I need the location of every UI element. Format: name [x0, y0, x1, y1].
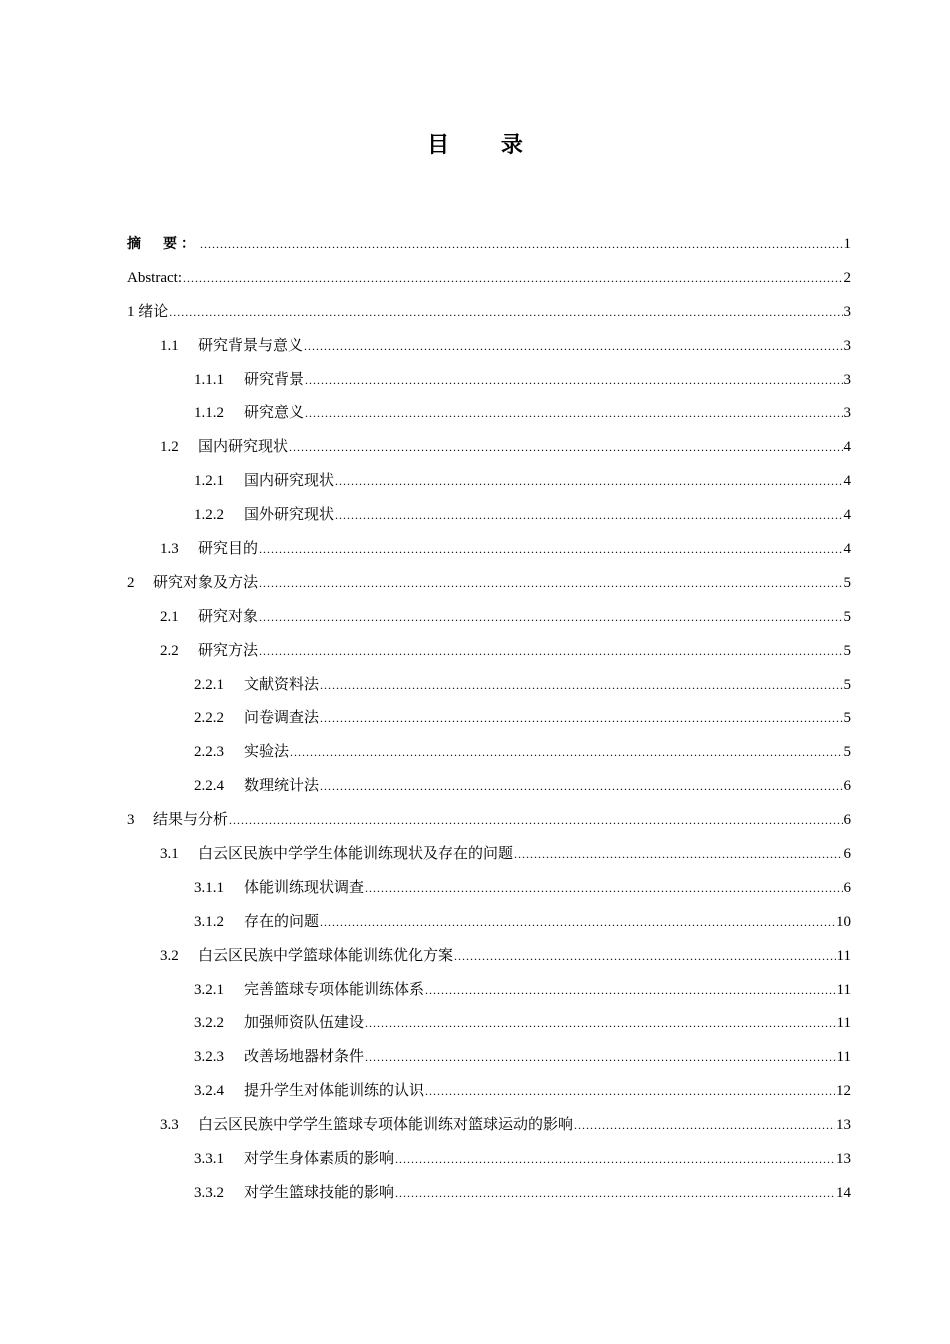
toc-entry[interactable]	[127, 262, 851, 296]
toc-entry-number: 3.1	[160, 846, 179, 863]
toc-entry-page-number: 5	[843, 744, 851, 761]
toc-entry-title: 研究方法	[198, 642, 259, 659]
toc-entry-page-number: 11	[836, 981, 851, 998]
toc-entry-number: 1.1	[160, 337, 179, 354]
dot-leader	[290, 736, 842, 770]
toc-entry[interactable]	[127, 601, 851, 635]
toc-entry-title: 对学生篮球技能的影响	[244, 1184, 395, 1201]
toc-entry-number: 3.2.4	[194, 1083, 224, 1100]
toc-entry-number: 3.3.2	[194, 1184, 224, 1201]
toc-entry-page-number: 5	[843, 574, 851, 591]
toc-entry-title: 研究背景	[244, 371, 305, 388]
dot-leader	[259, 635, 842, 669]
dot-leader	[320, 770, 842, 804]
toc-entry-title: 完善篮球专项体能训练体系	[244, 981, 425, 998]
dot-leader	[395, 1143, 835, 1177]
toc-entry-number: 1.1.1	[194, 371, 224, 388]
toc-entry-page-number: 11	[836, 947, 851, 964]
dot-leader	[169, 296, 842, 330]
dot-leader	[259, 601, 842, 635]
toc-entry-page-number: 5	[843, 642, 851, 659]
toc-entry-title: 存在的问题	[244, 913, 320, 930]
dot-leader	[514, 838, 842, 872]
toc-entry-number: 2.2.4	[194, 778, 224, 795]
toc-entry[interactable]	[127, 431, 851, 465]
toc-entry-title: 研究背景与意义	[198, 337, 304, 354]
toc-entry-title: 白云区民族中学学生体能训练现状及存在的问题	[198, 846, 514, 863]
toc-entry[interactable]	[127, 1007, 851, 1041]
toc-entry[interactable]	[127, 296, 851, 330]
toc-entry[interactable]	[127, 228, 851, 262]
toc-entry[interactable]	[127, 1041, 851, 1075]
toc-entry-number: 3.1.1	[194, 879, 224, 896]
dot-leader	[320, 702, 842, 736]
toc-entry-page-number: 5	[843, 608, 851, 625]
toc-entry-number: 1.1.2	[194, 405, 224, 422]
toc-entry-title: 白云区民族中学篮球体能训练优化方案	[198, 947, 454, 964]
toc-entry-title: 文献资料法	[244, 676, 320, 693]
toc-entry-title: 研究对象	[198, 608, 259, 625]
toc-entry[interactable]	[127, 1075, 851, 1109]
dot-leader	[259, 533, 842, 567]
toc-entry-title: 国外研究现状	[244, 507, 335, 524]
dot-leader	[259, 567, 842, 601]
toc-entry-number: 1.2.1	[194, 473, 224, 490]
toc-entry-number: 3.1.2	[194, 913, 224, 930]
toc-entry[interactable]	[127, 906, 851, 940]
toc-entry[interactable]	[127, 397, 851, 431]
toc-entry-title: 国内研究现状	[198, 439, 289, 456]
toc-entry-page-number: 6	[843, 812, 851, 829]
toc-entry[interactable]	[127, 736, 851, 770]
toc-entry[interactable]	[127, 635, 851, 669]
toc-entry[interactable]	[127, 770, 851, 804]
toc-entry[interactable]	[127, 669, 851, 703]
toc-entry-page-number: 4	[843, 507, 851, 524]
toc-entry-page-number: 5	[843, 676, 851, 693]
dot-leader	[229, 804, 842, 838]
dot-leader	[574, 1109, 835, 1143]
toc-entry-number: 3.3	[160, 1117, 179, 1134]
dot-leader	[200, 228, 843, 262]
toc-entry[interactable]	[127, 940, 851, 974]
dot-leader	[365, 1041, 836, 1075]
toc-entry-page-number: 10	[836, 913, 851, 930]
toc-entry-number: 1.3	[160, 541, 179, 558]
toc-entry-page-number: 1	[843, 236, 851, 252]
toc-entry[interactable]	[127, 1109, 851, 1143]
toc-entry-page-number: 2	[843, 269, 851, 286]
toc-entry-title: 改善场地器材条件	[244, 1049, 365, 1066]
dot-leader	[425, 1075, 835, 1109]
toc-entry[interactable]	[127, 838, 851, 872]
toc-entry-page-number: 11	[836, 1049, 851, 1066]
toc-entry-number: 2	[127, 574, 135, 591]
dot-leader	[305, 364, 842, 398]
toc-entry-page-number: 3	[843, 303, 851, 320]
toc-entry-page-number: 14	[836, 1184, 851, 1201]
toc-entry-title: 结果与分析	[153, 812, 229, 829]
toc-entry-page-number: 13	[836, 1117, 851, 1134]
toc-entry-title: Abstract:	[127, 269, 182, 286]
dot-leader	[289, 431, 842, 465]
toc-entry-number: 2.2.1	[194, 676, 224, 693]
toc-entry[interactable]	[127, 974, 851, 1008]
toc-entry-number: 1.2.2	[194, 507, 224, 524]
toc-entry-number: 3	[127, 812, 135, 829]
dot-leader	[454, 940, 836, 974]
toc-entry-number: 2.2	[160, 642, 179, 659]
toc-entry-page-number: 3	[843, 337, 851, 354]
toc-entry-page-number: 4	[843, 541, 851, 558]
toc-entry-number: 3.2.3	[194, 1049, 224, 1066]
toc-entry[interactable]	[127, 1143, 851, 1177]
toc-entry[interactable]	[127, 567, 851, 601]
toc-entry-page-number: 3	[843, 405, 851, 422]
toc-entry-page-number: 4	[843, 473, 851, 490]
dot-leader	[305, 397, 842, 431]
toc-entry-number: 2.1	[160, 608, 179, 625]
toc-entry-page-number: 6	[843, 778, 851, 795]
toc-entry-title: 研究目的	[198, 541, 259, 558]
toc-entry-title: 提升学生对体能训练的认识	[244, 1083, 425, 1100]
toc-entry-page-number: 4	[843, 439, 851, 456]
dot-leader	[395, 1177, 835, 1211]
dot-leader	[425, 974, 836, 1008]
toc-entry-title: 摘 要：	[127, 236, 199, 252]
toc-entry-title: 数理统计法	[244, 778, 320, 795]
toc-entry-page-number: 6	[843, 879, 851, 896]
toc-entry-title: 1 绪论	[127, 303, 169, 320]
toc-entry-title: 实验法	[244, 744, 290, 761]
dot-leader	[320, 669, 842, 703]
toc-entry-page-number: 6	[843, 846, 851, 863]
toc-entry-number: 3.2	[160, 947, 179, 964]
toc-entry-number: 3.3.1	[194, 1151, 224, 1168]
toc-entry[interactable]	[127, 364, 851, 398]
dot-leader	[365, 1007, 836, 1041]
toc-entry-page-number: 5	[843, 710, 851, 727]
dot-leader	[335, 499, 842, 533]
toc-entry-page-number: 11	[836, 1015, 851, 1032]
toc-entry-title: 研究对象及方法	[153, 574, 259, 591]
dot-leader	[183, 262, 843, 296]
dot-leader	[320, 906, 835, 940]
table-of-contents	[127, 228, 851, 1211]
toc-entry-title: 白云区民族中学学生篮球专项体能训练对篮球运动的影响	[198, 1117, 574, 1134]
toc-entry[interactable]	[127, 499, 851, 533]
toc-entry-page-number: 12	[836, 1083, 851, 1100]
toc-entry[interactable]	[127, 804, 851, 838]
toc-entry-title: 问卷调查法	[244, 710, 320, 727]
toc-entry[interactable]	[127, 533, 851, 567]
toc-entry-title: 国内研究现状	[244, 473, 335, 490]
dot-leader	[365, 872, 842, 906]
page-title: 目 录	[427, 133, 545, 158]
toc-entry-number: 2.2.3	[194, 744, 224, 761]
toc-entry[interactable]	[127, 872, 851, 906]
toc-entry-title: 体能训练现状调查	[244, 879, 365, 896]
toc-entry-number: 2.2.2	[194, 710, 224, 727]
dot-leader	[304, 330, 842, 364]
toc-entry-number: 1.2	[160, 439, 179, 456]
toc-entry-title: 研究意义	[244, 405, 305, 422]
toc-entry-title: 对学生身体素质的影响	[244, 1151, 395, 1168]
toc-entry-number: 3.2.2	[194, 1015, 224, 1032]
toc-entry[interactable]	[127, 330, 851, 364]
toc-entry[interactable]	[127, 465, 851, 499]
toc-entry[interactable]	[127, 702, 851, 736]
toc-entry-title: 加强师资队伍建设	[244, 1015, 365, 1032]
toc-entry-number: 3.2.1	[194, 981, 224, 998]
toc-entry[interactable]	[127, 1177, 851, 1211]
toc-entry-page-number: 13	[836, 1151, 851, 1168]
dot-leader	[335, 465, 842, 499]
toc-entry-page-number: 3	[843, 371, 851, 388]
